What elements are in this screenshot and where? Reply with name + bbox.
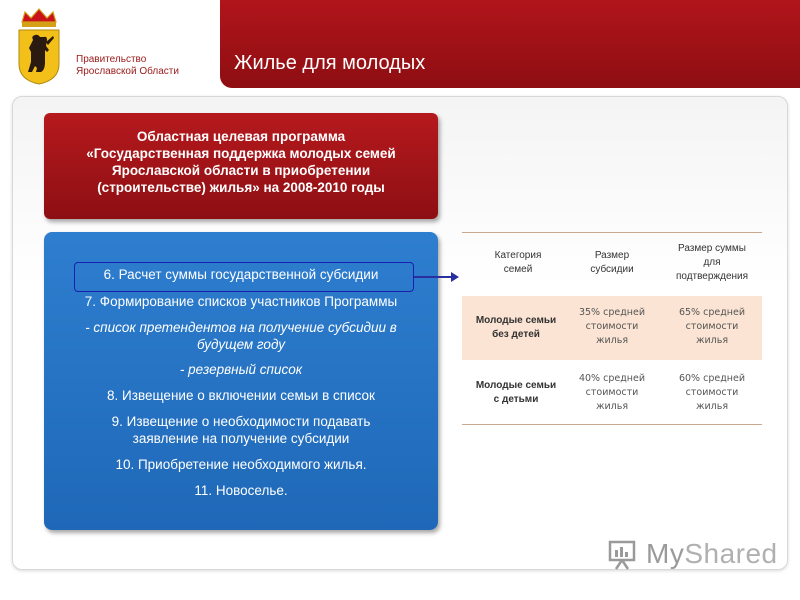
step-8: 8. Извещение о включении семьи в список: [107, 388, 375, 403]
row-1-label-line-2: без детей: [492, 329, 540, 340]
watermark-text-my: My: [646, 538, 685, 569]
step-10: 10. Приобретение необходимого жилья.: [115, 457, 367, 472]
row-1-label-line-1: Молодые семьи: [475, 315, 557, 326]
row-2-subsidy-line-3: жилья: [595, 401, 629, 412]
table-header-category: [472, 249, 564, 277]
table-row-1-confirmation: [666, 306, 758, 348]
row-2-confirm-line-2: стоимости: [685, 387, 739, 398]
row-2-subsidy-line-2: стоимости: [585, 387, 639, 398]
table-row-2-subsidy: [566, 372, 658, 414]
row-1-confirm-line-3: жилья: [695, 335, 729, 346]
program-title-box: [44, 113, 438, 219]
myshared-logo-icon: [608, 540, 640, 570]
row-1-subsidy-line-3: жилья: [595, 335, 629, 346]
watermark-text: [646, 538, 778, 570]
page-header: [0, 0, 800, 92]
org-name-line-2: Ярославской Области: [76, 66, 179, 77]
row-1-subsidy-line-1: 35% средней: [578, 307, 646, 318]
row-2-confirm-line-1: 60% средней: [678, 373, 746, 384]
org-name-line-1: Правительство: [76, 54, 147, 65]
title-bar: [220, 0, 800, 88]
watermark-text-shared: Shared: [684, 538, 778, 569]
table-bottom-rule: [462, 424, 762, 425]
row-1-confirm-line-1: 65% средней: [678, 307, 746, 318]
table-header-subsidy: [566, 249, 658, 277]
header-confirmation-line-3: подтверждения: [675, 271, 749, 282]
step-9-line-2: заявление на получение субсидии: [132, 431, 350, 446]
table-top-rule: [462, 232, 762, 233]
header-confirmation-line-2: для: [703, 257, 721, 268]
program-line-3: Ярославской области в приобретении: [111, 163, 371, 178]
step-7: 7. Формирование списков участников Программы: [84, 294, 398, 309]
row-2-label-line-2: с детьми: [493, 394, 539, 405]
header-subsidy-line-2: субсидии: [590, 264, 634, 275]
step-7-list-applicants-line-2: будущем году: [196, 337, 286, 352]
step-6: 6. Расчет суммы государственной субсидии: [103, 267, 379, 282]
header-confirmation-line-1: Размер суммы: [678, 243, 746, 254]
program-line-1: Областная целевая программа: [136, 129, 346, 144]
coat-of-arms-icon: [16, 6, 62, 86]
table-row-2-category: [466, 379, 566, 407]
header-subsidy-line-1: Размер: [594, 250, 630, 261]
step-11: 11. Новоселье.: [194, 483, 288, 498]
step-7-reserve-list: - резервный список: [179, 362, 303, 377]
row-2-label-line-1: Молодые семьи: [475, 380, 557, 391]
program-line-2: «Государственная поддержка молодых семей: [86, 146, 396, 161]
row-2-subsidy-line-1: 40% средней: [578, 373, 646, 384]
header-category-line-2: семей: [503, 264, 533, 275]
program-line-4: (строительстве) жилья» на 2008-2010 годы: [97, 180, 385, 195]
page-title: Жилье для молодых: [234, 52, 426, 74]
organization-name: [76, 54, 179, 78]
table-header-confirmation: [662, 242, 762, 284]
row-1-subsidy-line-2: стоимости: [585, 321, 639, 332]
arrow-right-icon: [451, 272, 459, 282]
table-row-1-subsidy: [566, 306, 658, 348]
step-7-list-applicants-line-1: - список претендентов на получение субсидии в: [85, 320, 397, 335]
header-category-line-1: Категория: [494, 250, 542, 261]
row-1-confirm-line-2: стоимости: [685, 321, 739, 332]
row-2-confirm-line-3: жилья: [695, 401, 729, 412]
step-6-highlight-frame: [74, 262, 414, 292]
connector-arrow-line: [414, 276, 454, 278]
step-9-line-1: 9. Извещение о необходимости подавать: [111, 414, 371, 429]
table-row-2-confirmation: [666, 372, 758, 414]
table-row-1-category: [466, 314, 566, 342]
